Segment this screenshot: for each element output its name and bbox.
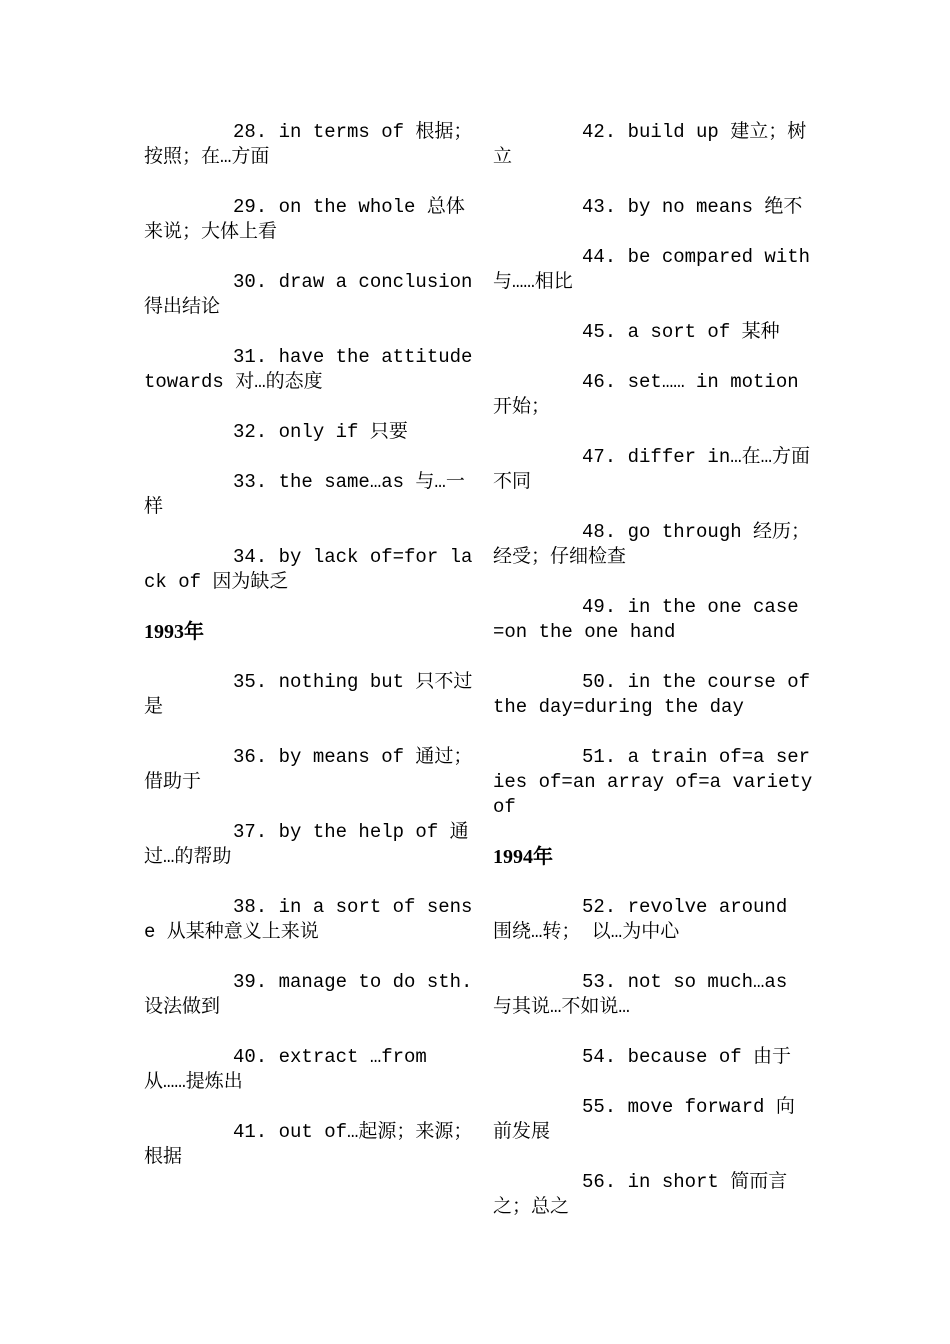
vocab-entry: 46. set…… in motion开始；: [493, 371, 799, 418]
vocab-entry: 38. in a sort of sense 从某种意义上来说: [144, 896, 473, 943]
vocab-entry: 34. by lack of=for lack of 因为缺乏: [144, 546, 473, 593]
vocab-entry: 53. not so much…as 与其说…不如说…: [493, 971, 799, 1018]
vocab-entry: 30. draw a conclusion 得出结论: [144, 271, 484, 318]
vocab-entry: 56. in short 简而言之；总之: [493, 1171, 788, 1218]
vocab-entry: 29. on the whole 总体来说；大体上看: [144, 196, 465, 243]
vocab-entry: 50. in the course of the day=during the day: [493, 671, 822, 718]
vocab-entry: 33. the same…as 与…一样: [144, 471, 465, 518]
vocab-entry: 47. differ in…在…方面不同: [493, 446, 811, 493]
vocab-entry: 41. out of…起源；来源；根据: [144, 1121, 473, 1168]
vocab-entry: 28. in terms of 根据；按照；在…方面: [144, 121, 473, 168]
vocab-entry: 32. only if 只要: [233, 421, 408, 443]
vocab-entry: 37. by the help of 通过…的帮助: [144, 821, 469, 868]
vocab-entry: 31. have the attitude towards 对…的态度: [144, 346, 484, 393]
vocab-entry: 44. be compared with 与……相比: [493, 246, 822, 293]
year-heading: 1994年: [493, 846, 553, 868]
year-heading: 1993年: [144, 621, 204, 643]
vocab-entry: 51. a train of=a series of=an array of=a variety of: [493, 746, 824, 818]
vocab-entry: 43. by no means 绝不: [582, 196, 803, 218]
vocab-entry: 36. by means of 通过；借助于: [144, 746, 473, 793]
left-column: [144, 120, 484, 1195]
vocab-entry: 52. revolve around 围绕…转； 以…为中心: [493, 896, 799, 943]
vocab-entry: 49. in the one case =on the one hand: [493, 596, 811, 643]
vocab-entry: 45. a sort of 某种: [582, 321, 780, 343]
vocab-entry: 55. move forward 向前发展: [493, 1096, 795, 1143]
right-column: [493, 120, 824, 1245]
vocab-entry: 54. because of 由于: [582, 1046, 792, 1068]
vocab-entry: 40. extract …from 从……提炼出: [144, 1046, 439, 1093]
vocab-entry: 42. build up 建立；树立: [493, 121, 807, 168]
vocab-entry: 48. go through 经历；经受；仔细检查: [493, 521, 811, 568]
vocab-entry: 39. manage to do sth. 设法做到: [144, 971, 484, 1018]
vocab-entry: 35. nothing but 只不过是: [144, 671, 473, 718]
